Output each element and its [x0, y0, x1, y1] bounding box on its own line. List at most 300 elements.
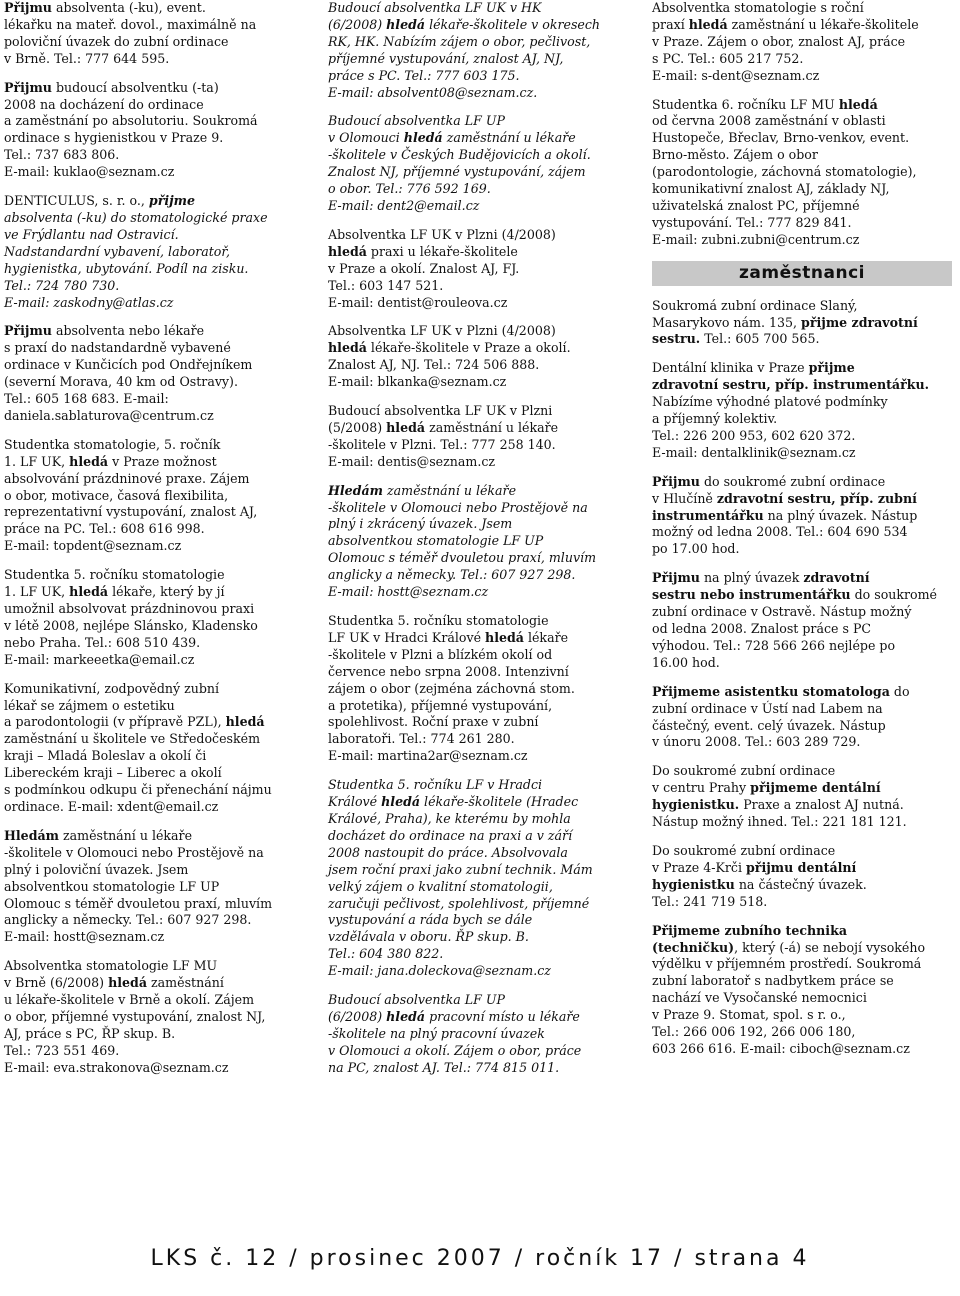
ad-line: [652, 940, 952, 957]
ad-line: [4, 828, 300, 845]
ad-text: E-mail: hostt@seznam.cz: [328, 584, 489, 600]
ad-line: [4, 437, 300, 454]
ad-line: [328, 714, 628, 731]
ad-line: [652, 34, 952, 51]
ad-text: kraji – Mladá Boleslav a okolí či: [4, 748, 207, 764]
ad-text: E-mail: kuklao@seznam.cz: [4, 164, 175, 180]
ad-line: [328, 34, 628, 51]
classified-ad: [652, 923, 952, 1058]
ad-text: hledá: [381, 794, 421, 810]
ad-text: na plný úvazek. Nástup: [763, 507, 918, 523]
ad-text: praxi u lékaře-školitele: [366, 243, 518, 259]
ad-text: v létě 2008, nejlépe Slánsko, Kladensko: [4, 617, 258, 633]
classified-ad: [328, 777, 628, 980]
ad-text: hledá: [69, 453, 109, 469]
ad-line: [328, 0, 628, 17]
ad-line: [4, 34, 300, 51]
ad-line: [652, 97, 952, 114]
ad-text: uživatelská znalost PC, příjemné: [652, 197, 860, 213]
ad-line: [652, 797, 952, 814]
ad-line: [328, 811, 628, 828]
ad-text: přijme zdravotní: [801, 314, 918, 330]
ad-line: [652, 718, 952, 735]
ad-text: Znalost AJ, NJ. Tel.: 724 506 888.: [328, 357, 540, 373]
ad-text: vystupování a ráda bych se dále: [328, 912, 533, 928]
ad-text: Hustopeče, Břeclav, Brno-venkov, event.: [652, 130, 910, 146]
ad-text: hygienistku: [652, 876, 735, 892]
ad-text: Tel.: 266 006 192, 266 006 180,: [652, 1024, 856, 1040]
classified-ad: [328, 483, 628, 601]
ad-line: [652, 956, 952, 973]
ad-line: [652, 331, 952, 348]
ad-line: [4, 765, 300, 782]
column-left: [4, 0, 300, 1089]
ad-text: komunikativní znalost AJ, základy NJ,: [652, 181, 890, 197]
ad-line: [652, 923, 952, 940]
ad-line: [328, 85, 628, 102]
ad-text: lékařku na mateř. dovol., maximálně na: [4, 16, 257, 32]
ad-line: [328, 295, 628, 312]
classified-ad: [328, 403, 628, 471]
ad-text: hledá: [328, 340, 367, 356]
ad-text: v Praze možnost: [108, 453, 217, 469]
ad-line: [652, 17, 952, 34]
ad-line: [328, 828, 628, 845]
ad-text: na částečný úvazek.: [734, 876, 867, 892]
ad-line: [4, 1009, 300, 1026]
ad-text: zaměstnání u lékaře: [59, 827, 193, 843]
ad-text: Masarykovo nám. 135,: [652, 314, 802, 330]
ad-line: [652, 377, 952, 394]
ad-line: [4, 929, 300, 946]
ad-text: přijme: [148, 193, 196, 209]
classified-ad: [328, 613, 628, 765]
ad-line: [4, 912, 300, 929]
ad-line: [4, 992, 300, 1009]
ad-text: příjemné vystupování, znalost AJ, NJ,: [328, 50, 564, 66]
ad-line: [4, 681, 300, 698]
ad-text: RK, HK. Nabízím zájem o obor, pečlivost,: [328, 33, 591, 49]
ad-text: s podmínkou odkupu či přenechání nájmu: [4, 782, 272, 798]
ad-text: absolventkou stomatologie LF UP: [328, 533, 544, 549]
ad-text: (techničku): [652, 939, 735, 955]
ad-line: [328, 698, 628, 715]
ad-text: práce na PC. Tel.: 608 616 998.: [4, 521, 205, 537]
ad-line: [4, 17, 300, 34]
ad-text: absolventa (-ku), event.: [51, 0, 206, 15]
ad-text: Studentka 5. ročníku stomatologie: [328, 613, 549, 628]
ad-line: [652, 394, 952, 411]
ad-text: Tel.: 723 551 469.: [4, 1042, 120, 1058]
ad-line: [4, 488, 300, 505]
ad-line: [4, 567, 300, 584]
ad-text: Králové: [328, 794, 382, 810]
ad-line: [4, 97, 300, 114]
ad-text: praxí: [652, 16, 689, 32]
ad-text: Nadstandardní vybavení, laboratoř,: [4, 243, 231, 259]
ad-line: [4, 340, 300, 357]
ad-line: [652, 360, 952, 377]
ad-line: [652, 973, 952, 990]
ad-line: [328, 731, 628, 748]
ad-line: [652, 181, 952, 198]
ad-text: Soukromá zubní ordinace Slaný,: [652, 297, 858, 313]
ad-text: 1. LF UK,: [4, 453, 70, 469]
ad-line: [328, 323, 628, 340]
ad-line: [328, 567, 628, 584]
ad-text: Libereckém kraji – Liberec a okolí: [4, 765, 222, 781]
ad-line: [652, 298, 952, 315]
ad-text: Do soukromé zubní ordinace: [652, 842, 836, 858]
ad-line: [652, 524, 952, 541]
ad-line: [652, 780, 952, 797]
ad-text: Přijmu: [652, 473, 700, 489]
ad-line: [4, 295, 300, 312]
ad-text: hledá: [328, 243, 367, 259]
ad-text: budoucí absolventku (-ta): [51, 79, 219, 95]
ad-text: a příjemný kolektiv.: [652, 411, 778, 427]
ad-text: zaručuji pečlivost, spolehlivost, příjemné: [328, 895, 590, 911]
ad-text: zájem o obor (zejména záchovná stom.: [328, 680, 575, 696]
ad-text: poloviční úvazek do zubní ordinace: [4, 33, 229, 49]
ad-text: v Brně. Tel.: 777 644 595.: [4, 50, 170, 66]
ad-line: [328, 584, 628, 601]
ad-text: sestru nebo instrumentářku: [652, 587, 851, 603]
ad-line: [328, 912, 628, 929]
ad-text: a zaměstnání po absolutoriu. Soukromá: [4, 113, 258, 129]
ad-text: (5/2008): [328, 419, 387, 435]
ad-text: umožnil absolvovat prázdninovou praxi: [4, 601, 255, 616]
ad-line: [652, 147, 952, 164]
ad-line: [652, 734, 952, 751]
ad-line: [652, 541, 952, 558]
ad-text: přijmeme dentální: [750, 780, 881, 796]
ad-text: Přijmu: [4, 323, 52, 339]
classified-ad: [328, 992, 628, 1077]
ad-text: jsem roční praxi jako zubní technik. Mám: [328, 861, 593, 877]
ad-text: (severní Morava, 40 km od Ostravy).: [4, 374, 238, 390]
ad-text: LF UK v Hradci Králové: [328, 629, 486, 645]
ad-line: [328, 929, 628, 946]
ad-text: Do soukromé zubní ordinace: [652, 763, 836, 779]
ad-text: E-mail: hostt@seznam.cz: [4, 929, 165, 945]
ad-text: Studentka 5. ročníku LF v Hradci: [328, 777, 543, 793]
ad-line: [652, 763, 952, 780]
ad-text: přijme: [808, 360, 855, 376]
ad-line: [652, 1041, 952, 1058]
ad-line: [328, 340, 628, 357]
ad-line: [4, 391, 300, 408]
ad-line: [652, 990, 952, 1007]
classified-ad: [4, 0, 300, 68]
ad-line: [328, 68, 628, 85]
ad-line: [328, 1026, 628, 1043]
classified-ad: [328, 323, 628, 391]
classified-ad: [652, 843, 952, 911]
ad-text: Absolventka LF UK v Plzni (4/2008): [328, 226, 556, 242]
ad-line: [328, 454, 628, 471]
ad-text: -školitele v Plzni. Tel.: 777 258 140.: [328, 436, 556, 452]
ad-text: zaměstnání u lékaře: [425, 419, 559, 435]
ad-text: Komunikativní, zodpovědný zubní: [4, 680, 220, 696]
ad-text: E-mail: martina2ar@seznam.cz: [328, 748, 528, 764]
ad-text: E-mail: eva.strakonova@seznam.cz: [4, 1059, 229, 1075]
ad-line: [652, 164, 952, 181]
ad-text: 1. LF UK,: [4, 584, 70, 600]
ad-line: [652, 315, 952, 332]
ad-line: [4, 896, 300, 913]
ad-text: Hledám: [4, 827, 59, 843]
ad-text: o obor, motivace, časová flexibilita,: [4, 487, 229, 503]
ad-text: zaměstnání u lékaře: [383, 482, 517, 498]
ad-text: 2008 na docházení do ordinace: [4, 96, 204, 112]
ad-text: hygienistku.: [652, 797, 740, 813]
ad-text: Brno-město. Zájem o obor: [652, 147, 818, 163]
ads-job-seekers: [652, 0, 952, 249]
ad-text: plný i zkrácený úvazek. Jsem: [328, 516, 513, 532]
ad-text: E-mail: absolvent08@seznam.cz.: [328, 84, 538, 100]
ad-text: instrumentářku: [652, 507, 764, 523]
ad-text: hledá: [386, 419, 426, 435]
ad-text: (6/2008): [328, 1008, 387, 1024]
ad-text: hledá: [485, 629, 524, 645]
ad-text: o obor, příjemné vystupování, znalost NJ,: [4, 1008, 266, 1024]
ad-text: Nástup možný ihned. Tel.: 221 181 121.: [652, 814, 907, 830]
ad-text: lékaře-školitele (Hradec: [420, 794, 579, 810]
ad-line: [328, 630, 628, 647]
ad-text: 2008 nastoupit do práce. Absolvovala: [328, 844, 568, 860]
ad-line: [4, 130, 300, 147]
ad-text: E-mail: zubni.zubni@centrum.cz: [652, 231, 860, 247]
ad-line: [328, 374, 628, 391]
ad-line: [4, 799, 300, 816]
ad-text: anglicky a německy. Tel.: 607 927 298.: [328, 567, 576, 583]
ad-line: [4, 714, 300, 731]
ad-line: [652, 860, 952, 877]
ad-text: hygienistka, ubytování. Podíl na zisku.: [4, 260, 249, 276]
ad-text: E-mail: markeeetka@email.cz: [4, 651, 195, 667]
ad-text: E-mail: dent2@email.cz: [328, 197, 480, 213]
ad-text: Přijmeme asistentku stomatologa: [652, 683, 890, 699]
classified-ad: [4, 828, 300, 946]
ad-line: [652, 1007, 952, 1024]
ad-line: [4, 113, 300, 130]
ad-line: [652, 51, 952, 68]
ad-line: [4, 261, 300, 278]
ad-text: (6/2008): [328, 16, 387, 32]
ad-text: -školitele na plný pracovní úvazek: [328, 1025, 545, 1041]
ad-line: [4, 635, 300, 652]
ad-text: Absolventka LF UK v Plzni (4/2008): [328, 323, 556, 339]
ad-line: [328, 794, 628, 811]
ad-text: nebo Praha. Tel.: 608 510 439.: [4, 634, 201, 650]
ad-text: možný od ledna 2008. Tel.: 604 690 534: [652, 524, 908, 540]
ad-line: [652, 491, 952, 508]
ad-text: Tel.: 737 683 806.: [4, 147, 120, 163]
ad-line: [4, 278, 300, 295]
ad-line: [4, 521, 300, 538]
ad-line: [328, 17, 628, 34]
ad-line: [4, 584, 300, 601]
ad-text: Budoucí absolventka LF UP: [328, 992, 505, 1008]
ad-text: absolvování prázdninové praxe. Zájem: [4, 470, 250, 486]
ad-text: Tel.: 241 719 518.: [652, 893, 768, 909]
ad-text: v Praze 4-Krči: [652, 859, 746, 875]
ad-text: zdravotní sestru, příp. instrumentářku.: [652, 377, 929, 393]
ad-line: [652, 877, 952, 894]
ad-text: , který (-á) se nebojí vysokého: [734, 939, 926, 955]
ad-text: DENTICULUS, s. r. o.,: [4, 193, 149, 209]
ad-line: [652, 814, 952, 831]
ad-text: E-mail: dentalklinik@seznam.cz: [652, 444, 856, 460]
ad-line: [4, 357, 300, 374]
ad-line: [328, 227, 628, 244]
ad-text: laboratoři. Tel.: 774 261 280.: [328, 731, 515, 747]
classified-ad: [652, 684, 952, 752]
ad-line: [328, 963, 628, 980]
ad-text: hledá: [69, 584, 109, 600]
ad-line: [652, 113, 952, 130]
ad-text: nachází ve Vysočanské nemocnici: [652, 990, 867, 1006]
classified-ad: [652, 474, 952, 559]
classified-ad: [328, 227, 628, 312]
ad-line: [652, 587, 952, 604]
ad-line: [4, 1026, 300, 1043]
ad-line: [328, 1043, 628, 1060]
ad-line: [4, 618, 300, 635]
ad-text: v Brně (6/2008): [4, 975, 109, 991]
ad-text: absolventkou stomatologie LF UP: [4, 878, 220, 894]
ad-text: Absolventka stomatologie s roční: [652, 0, 864, 15]
ad-text: absolventa (-ku) do stomatologické praxe: [4, 209, 268, 225]
section-heading-employees: zaměstnanci: [652, 261, 952, 286]
ad-line: [328, 647, 628, 664]
ad-line: [328, 946, 628, 963]
ad-line: [652, 0, 952, 17]
ads-employers: [652, 298, 952, 1058]
ad-line: [652, 68, 952, 85]
ad-text: Budoucí absolventka LF UK v Plzni: [328, 403, 553, 419]
ad-text: Hledám: [328, 482, 383, 498]
ad-text: daniela.sablaturova@centrum.cz: [4, 407, 214, 423]
ad-text: Přijmu: [4, 79, 52, 95]
ad-line: [4, 782, 300, 799]
ad-text: lékaře, který by jí: [108, 584, 225, 600]
ad-text: zubní ordinace v Ústí nad Labem na: [652, 700, 883, 716]
ad-line: [328, 261, 628, 278]
ad-line: [328, 845, 628, 862]
ad-text: v Praze a okolí. Znalost AJ, FJ.: [328, 260, 520, 276]
ad-text: s PC. Tel.: 605 217 752.: [652, 50, 804, 66]
ad-text: v Olomouci: [328, 130, 404, 146]
ad-line: [328, 113, 628, 130]
ad-line: [328, 1060, 628, 1077]
ad-text: 16.00 hod.: [652, 654, 720, 670]
ad-text: Tel.: 605 700 565.: [700, 331, 820, 347]
ad-text: Přijmu: [652, 570, 700, 586]
ad-text: (parodontologie, záchovná stomatologie),: [652, 164, 917, 180]
ad-text: docházet do ordinace na praxi a v září: [328, 827, 573, 843]
ad-line: [328, 278, 628, 295]
ad-line: [4, 408, 300, 425]
ad-text: u lékaře-školitele v Brně a okolí. Zájem: [4, 992, 255, 1008]
ad-text: pracovní místo u lékaře: [425, 1008, 580, 1024]
ad-line: [4, 538, 300, 555]
ad-line: [328, 748, 628, 765]
ad-text: Olomouc s téměř dvouletou praxí, mluvím: [4, 895, 273, 911]
ad-line: [652, 445, 952, 462]
ad-text: Studentka 5. ročníku stomatologie: [4, 567, 225, 583]
ad-line: [328, 1009, 628, 1026]
ad-line: [4, 227, 300, 244]
ad-line: [328, 681, 628, 698]
ad-text: s praxí do nadstandardně vybavené: [4, 340, 231, 356]
ad-line: [652, 411, 952, 428]
ad-text: do: [889, 683, 910, 699]
ad-line: [4, 879, 300, 896]
ad-text: Králové, Praha), ke kterému by mohla: [328, 810, 571, 826]
ad-line: [328, 500, 628, 517]
ad-line: [328, 147, 628, 164]
ad-line: [4, 323, 300, 340]
ad-line: [4, 845, 300, 862]
ad-line: [4, 147, 300, 164]
ad-line: [4, 748, 300, 765]
ad-line: [328, 533, 628, 550]
ad-text: Přijmeme zubního technika: [652, 922, 847, 938]
ad-text: července nebo srpna 2008. Intenzivní: [328, 663, 569, 679]
ad-line: [4, 193, 300, 210]
ad-line: [328, 130, 628, 147]
ad-text: Budoucí absolventka LF UP: [328, 113, 505, 129]
classified-ad: [4, 681, 300, 816]
ad-line: [4, 374, 300, 391]
ad-line: [652, 843, 952, 860]
ad-text: E-mail: topdent@seznam.cz: [4, 538, 182, 554]
classified-ad: [4, 437, 300, 555]
ad-line: [652, 198, 952, 215]
ad-text: na plný úvazek: [699, 570, 804, 586]
classified-ad: [4, 323, 300, 424]
ad-line: [4, 504, 300, 521]
ad-line: [328, 357, 628, 374]
ad-text: -školitele v Českých Budějovicích a okolí.: [328, 147, 591, 163]
ad-text: zubní laboratoř s nadbytkem práce se: [652, 973, 894, 989]
ad-text: hledá: [688, 16, 728, 32]
ad-text: hledá: [403, 130, 443, 146]
ad-line: [4, 51, 300, 68]
ad-line: [4, 210, 300, 227]
ad-line: [328, 862, 628, 879]
ad-text: Tel.: 226 200 953, 602 620 372.: [652, 427, 856, 443]
ad-line: [4, 731, 300, 748]
ad-line: [652, 894, 952, 911]
ad-text: plný i poloviční úvazek. Jsem: [4, 861, 189, 877]
ad-line: [652, 655, 952, 672]
ad-text: hledá: [386, 1008, 426, 1024]
ad-line: [328, 516, 628, 533]
ad-line: [652, 1024, 952, 1041]
ad-line: [4, 698, 300, 715]
classified-ad: [652, 763, 952, 831]
ad-line: [4, 454, 300, 471]
ad-line: [4, 652, 300, 669]
ad-line: [652, 701, 952, 718]
ad-line: [652, 130, 952, 147]
ad-text: 603 266 616. E-mail: ciboch@seznam.cz: [652, 1040, 910, 1056]
ad-line: [4, 1043, 300, 1060]
classified-ad: [4, 567, 300, 668]
